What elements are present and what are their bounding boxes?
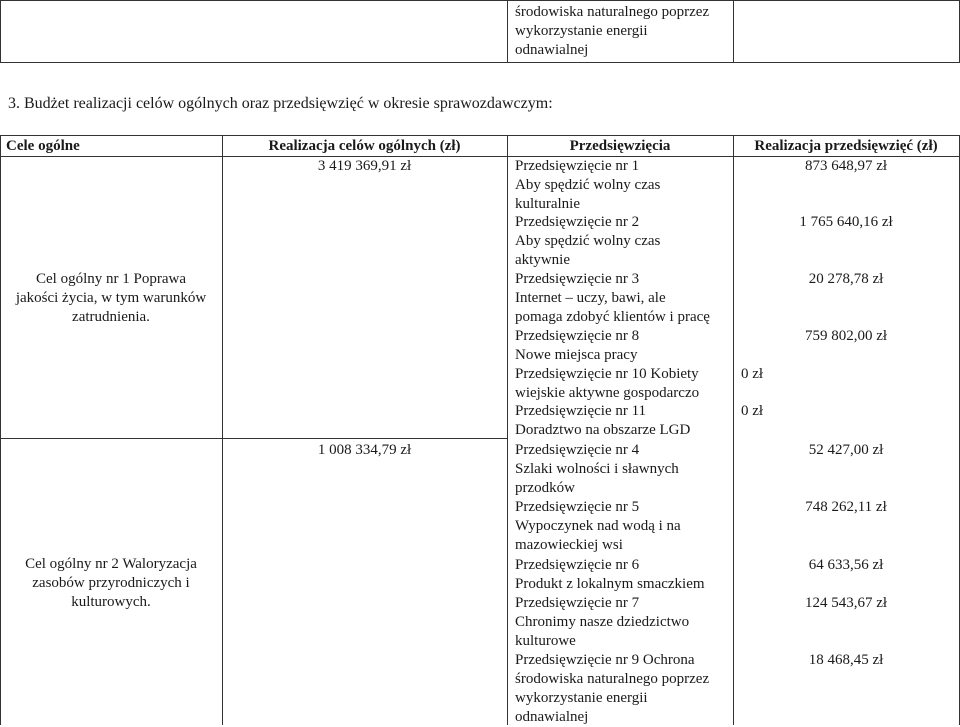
section-heading: 3. Budżet realizacji celów ogólnych oraz przedsięwzięć w okresie sprawozdawczym:	[8, 95, 553, 112]
table-border	[507, 0, 508, 63]
project-name: Przedsięwzięcie nr 5 Wypoczynek nad wodą i na mazowieckiej wsi	[515, 499, 681, 553]
project-amount: 759 802,00 zł	[804, 328, 888, 344]
header-realizacja-celow: Realizacja celów ogólnych (zł)	[268, 138, 461, 154]
project-amount: 18 468,45 zł	[808, 652, 884, 668]
table-border	[0, 135, 1, 725]
goal-amount: 3 419 369,91 zł	[317, 158, 412, 174]
header-realizacja-przedsiewziec: Realizacja przedsięwzięć (zł)	[754, 138, 938, 154]
project-name: Przedsięwzięcie nr 11 Doradztwo na obszarze LGD	[515, 403, 691, 438]
table-border	[222, 135, 223, 725]
project-name: Przedsięwzięcie nr 6 Produkt z lokalnym smaczkiem	[515, 557, 705, 592]
project-amount: 0 zł	[741, 366, 764, 382]
project-amount: 873 648,97 zł	[804, 158, 888, 174]
table-border	[0, 0, 960, 1]
header-cele: Cele ogólne	[6, 138, 80, 154]
header-przedsiewziecia: Przedsięwzięcia	[569, 138, 671, 154]
project-name: Przedsięwzięcie nr 8 Nowe miejsca pracy	[515, 328, 640, 363]
project-name: Przedsięwzięcie nr 9 Ochrona środowiska naturalnego poprzez wykorzystanie energii odnawialnej	[515, 652, 710, 725]
project-name: Przedsięwzięcie nr 4 Szlaki wolności i sławnych przodków	[515, 442, 679, 496]
project-amount: 1 765 640,16 zł	[799, 214, 893, 230]
project-name: Przedsięwzięcie nr 7 Chronimy nasze dziedzictwo kulturowe	[515, 595, 690, 649]
goal-name: Cel ogólny nr 2 Waloryzacja zasobów przyrodniczych i kulturowych.	[25, 556, 197, 610]
goal-name: Cel ogólny nr 1 Poprawa jakości życia, w tym warunków zatrudnienia.	[15, 271, 207, 325]
project-name: Przedsięwzięcie nr 3 Internet – uczy, bawi, ale pomaga zdobyć klientów i pracę	[515, 271, 710, 325]
table-border	[0, 62, 960, 63]
project-name: Przedsięwzięcie nr 10 Kobiety wiejskie aktywne gospodarczo	[515, 366, 700, 401]
table-border	[733, 0, 734, 63]
table-border	[0, 135, 960, 136]
project-amount: 0 zł	[741, 403, 764, 419]
table-border	[0, 438, 507, 439]
project-amount: 748 262,11 zł	[805, 499, 887, 515]
project-name: Przedsięwzięcie nr 1 Aby spędzić wolny czas kulturalnie	[515, 158, 661, 212]
previous-table-cell: środowiska naturalnego poprzez wykorzystanie energii odnawialnej	[515, 4, 710, 58]
table-border	[507, 135, 508, 725]
project-name: Przedsięwzięcie nr 2 Aby spędzić wolny czas aktywnie	[515, 214, 661, 268]
project-amount: 64 633,56 zł	[808, 557, 884, 573]
project-amount: 124 543,67 zł	[804, 595, 888, 611]
project-amount: 20 278,78 zł	[808, 271, 884, 287]
project-amount: 52 427,00 zł	[808, 442, 884, 458]
table-border	[0, 0, 1, 63]
goal-amount: 1 008 334,79 zł	[317, 442, 412, 458]
